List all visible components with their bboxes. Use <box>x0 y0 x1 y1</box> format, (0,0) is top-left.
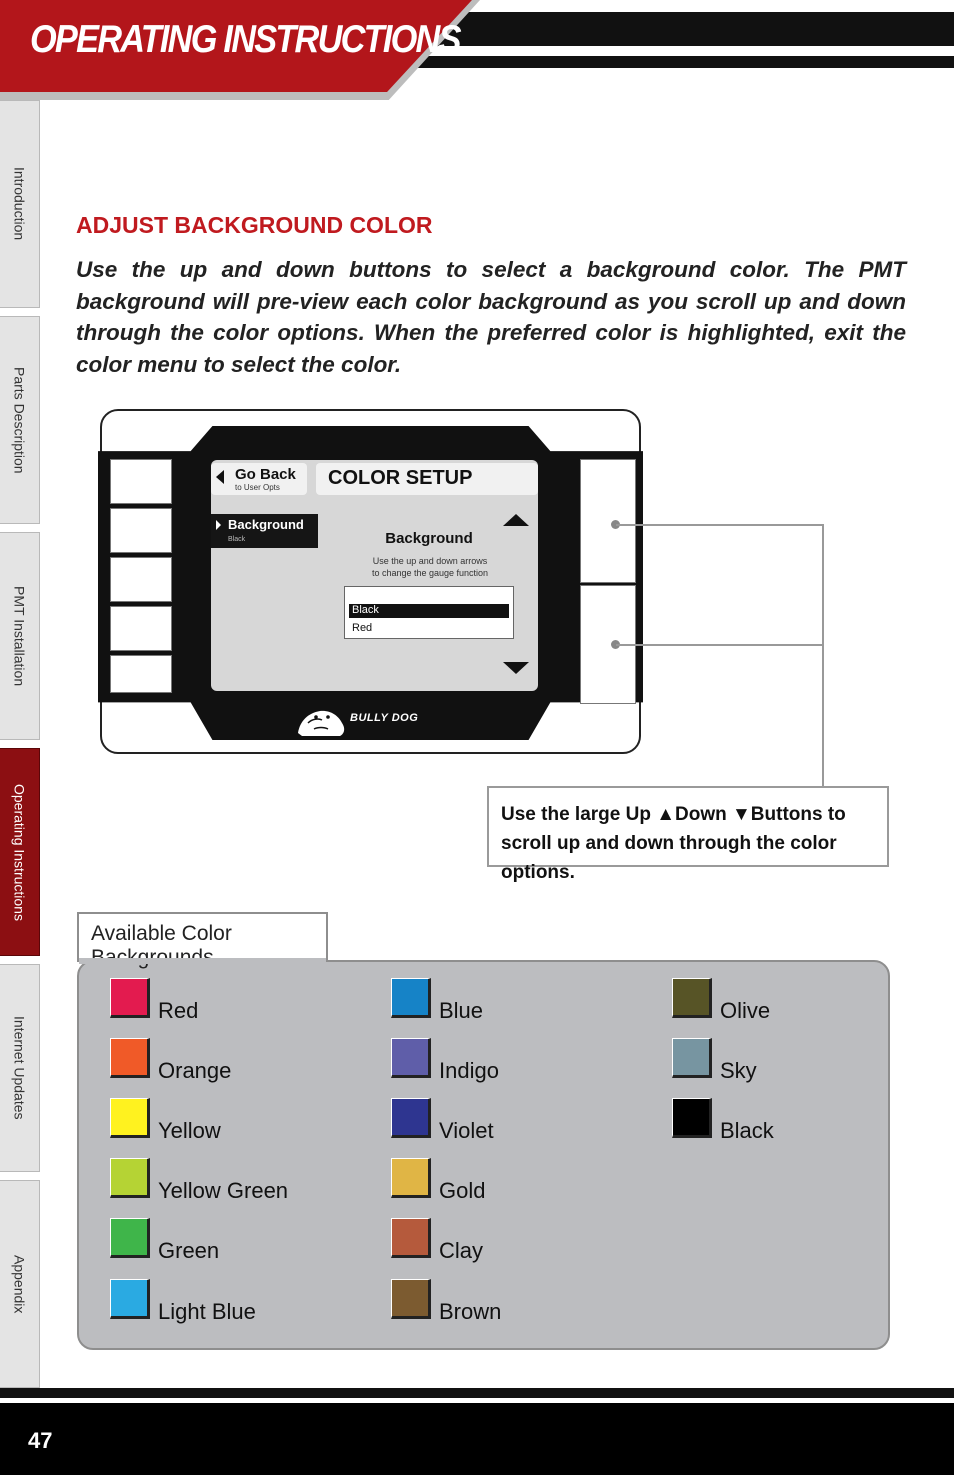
list-item: Red <box>352 622 373 634</box>
panel-description <box>344 555 516 579</box>
color-name: Olive <box>720 998 771 1023</box>
color-name: Sky <box>720 1058 757 1083</box>
footer-stripe <box>0 1388 954 1398</box>
page-number: 47 <box>28 1428 53 1453</box>
tab-label: Appendix <box>11 1254 28 1314</box>
color-panel-tab-join <box>79 958 326 964</box>
color-name: Red <box>158 998 199 1023</box>
color-swatch <box>672 1038 712 1078</box>
tab-label: Internet Updates <box>11 1016 28 1120</box>
callout-box: Use the large Up ▲Down ▼Buttons to scroll up and down through the color options. <box>487 786 889 867</box>
tab-appendix[interactable] <box>0 1180 40 1388</box>
color-swatch <box>110 1098 150 1138</box>
color-name: Light Blue <box>158 1299 256 1324</box>
color-name: Indigo <box>439 1058 499 1083</box>
color-swatch <box>110 1038 150 1078</box>
color-swatch <box>391 1218 431 1258</box>
color-name: Yellow <box>158 1118 221 1143</box>
tab-internet-updates[interactable] <box>0 964 40 1172</box>
color-swatch <box>391 978 431 1018</box>
go-back-button <box>211 463 307 495</box>
tab-label: Introduction <box>11 167 28 241</box>
device-side-button <box>110 606 172 651</box>
color-swatch <box>672 978 712 1018</box>
up-arrow-icon <box>503 514 529 526</box>
tab-pmt-installation[interactable] <box>0 532 40 740</box>
back-arrow-icon <box>216 470 224 484</box>
device-side-button <box>110 557 172 602</box>
color-name: Clay <box>439 1238 484 1263</box>
connector-line <box>822 524 824 786</box>
color-panel-title: Available Color <box>77 912 328 962</box>
color-swatch <box>110 1279 150 1319</box>
device-side-button <box>110 459 172 504</box>
color-name: Black <box>720 1118 774 1143</box>
list-item-selected: Black <box>349 604 509 618</box>
tab-label: Parts Description <box>11 366 28 474</box>
connector-line <box>616 524 824 526</box>
tab-label: Operating Instructions <box>11 783 28 921</box>
page-title: OPERATING INSTRUCTIONS <box>30 18 460 61</box>
tab-parts-description[interactable] <box>0 316 40 524</box>
color-name: Brown <box>439 1299 502 1324</box>
tab-operating-instructions[interactable] <box>0 748 40 956</box>
color-name: Violet <box>439 1118 494 1143</box>
down-arrow-icon <box>503 662 529 674</box>
device-up-button <box>580 459 636 583</box>
color-swatch <box>391 1158 431 1198</box>
panel-desc-line: Use the up and down arrows <box>372 556 488 566</box>
menu-item-background <box>211 514 318 548</box>
color-name: Blue <box>439 998 484 1023</box>
color-name: Orange <box>158 1058 232 1083</box>
menu-item-value: Black <box>228 536 246 543</box>
device-side-button <box>110 655 172 693</box>
color-swatch <box>391 1279 431 1319</box>
section-body: Use the up and down buttons to select a background color. The PMT background will pre-view each color background as you scroll up and down through the color options. When the preferred color is highlighted, exit the color menu to select the color. <box>76 257 906 377</box>
screen-title: COLOR SETUP <box>316 463 538 495</box>
tab-label: PMT Installation <box>11 585 28 687</box>
color-swatch <box>110 978 150 1018</box>
color-swatch <box>391 1098 431 1138</box>
color-swatch <box>110 1218 150 1258</box>
brand-logo: BULLY DOG <box>350 712 419 724</box>
go-back-label: Go Back <box>235 466 296 483</box>
panel-desc-line: to change the gauge function <box>371 568 489 578</box>
color-swatch <box>110 1158 150 1198</box>
menu-arrow-icon <box>216 520 221 530</box>
panel-title: Background <box>385 530 473 547</box>
section-heading: ADJUST BACKGROUND COLOR <box>76 212 433 238</box>
go-back-sublabel: to User Opts <box>235 483 280 492</box>
footer-bar <box>0 1403 954 1475</box>
color-name: Yellow Green <box>158 1178 289 1203</box>
color-name: Green <box>158 1238 220 1263</box>
tab-introduction[interactable] <box>0 100 40 308</box>
color-swatch <box>672 1098 712 1138</box>
device-side-button <box>110 508 172 553</box>
connector-line <box>616 644 824 646</box>
color-swatch <box>391 1038 431 1078</box>
color-name: Gold <box>439 1178 486 1203</box>
menu-item-label: Background <box>228 517 304 532</box>
